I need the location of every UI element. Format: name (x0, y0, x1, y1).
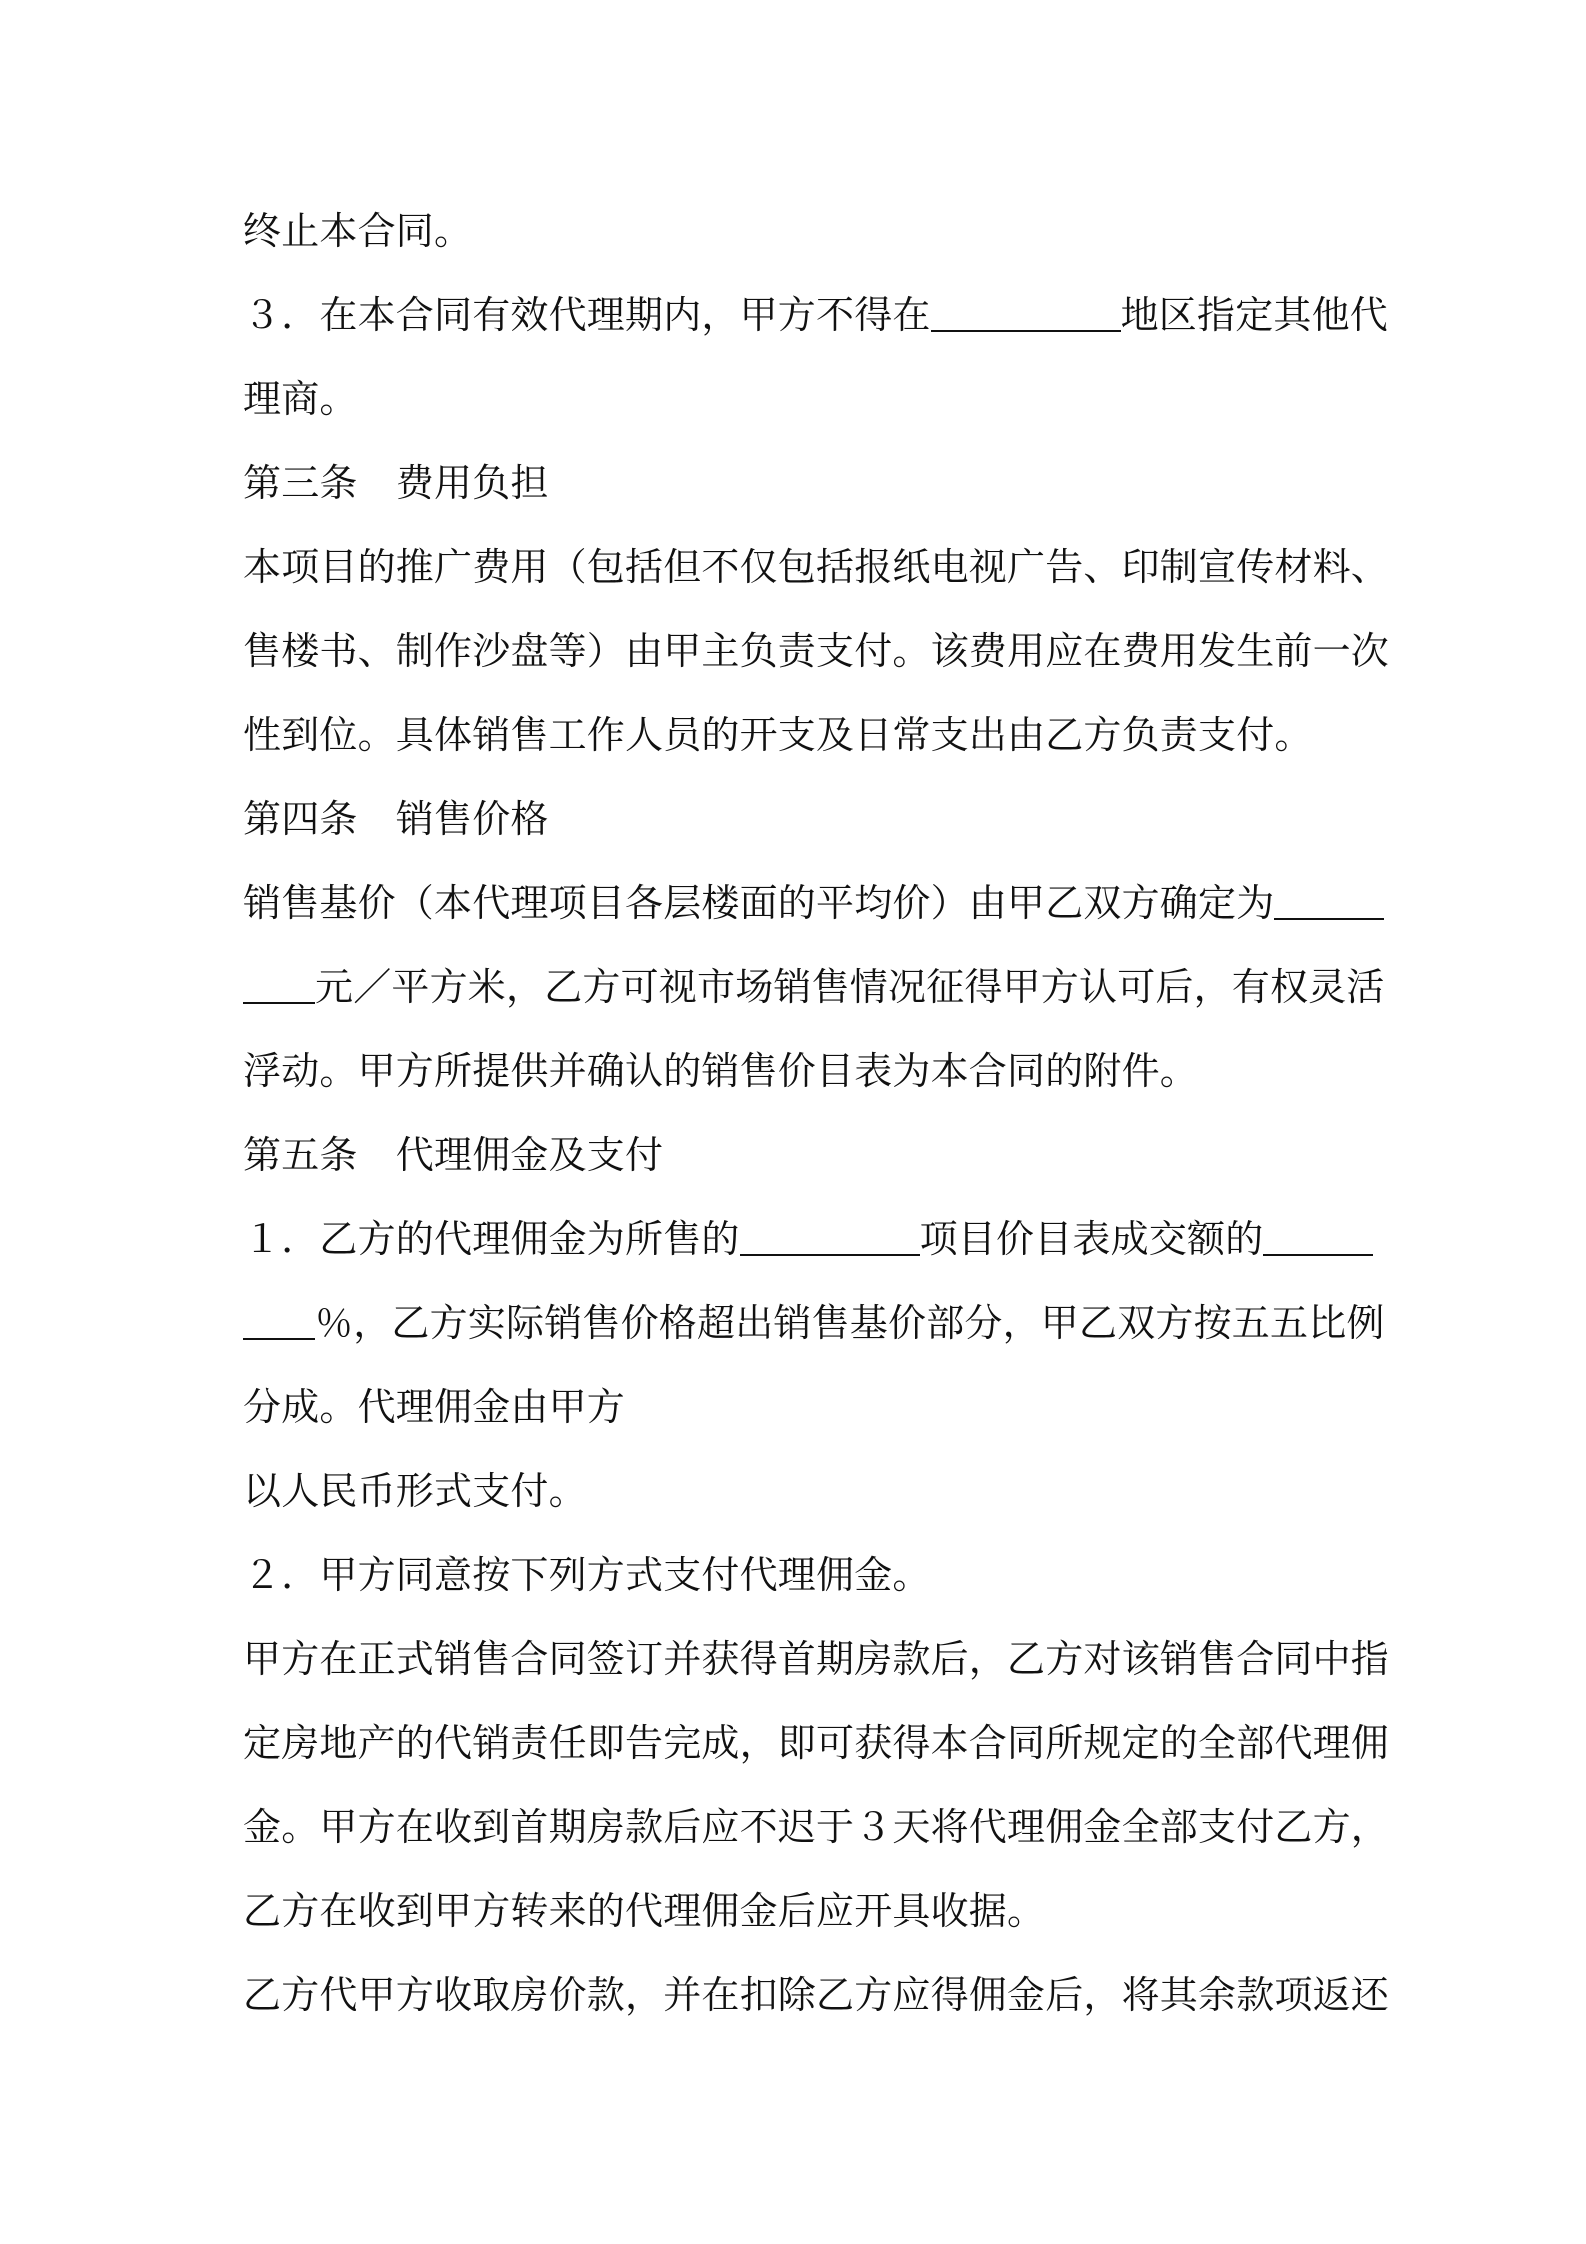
text-line (243, 616, 1390, 700)
text-line (243, 1456, 1358, 1540)
fill-in-blank (243, 1296, 315, 1340)
text-line (243, 1792, 1390, 1876)
line-text: 终止本合同。 (243, 209, 473, 253)
text-line (243, 1960, 1390, 2044)
line-text: 乙方代甲方收取房价款，并在扣除乙方应得佣金后，将其余款项返还 (243, 1973, 1390, 2017)
heading-text: 第三条 费用负担 (243, 461, 549, 505)
text-line (243, 1288, 1385, 1372)
heading-text: 第五条 代理佣金及支付 (243, 1133, 664, 1177)
text-line (243, 700, 1358, 784)
fill-in-blank (1263, 1212, 1373, 1256)
line-text: １．乙方的代理佣金为所售的 (243, 1217, 740, 1261)
line-text: 售楼书、制作沙盘等）由甲主负责支付。该费用应在费用发生前一次 (243, 629, 1390, 673)
text-line (243, 952, 1385, 1036)
line-text: 分成。代理佣金由甲方 (243, 1385, 626, 1429)
text-line (243, 1204, 1358, 1288)
section-heading (243, 1120, 1358, 1204)
text-line (243, 1876, 1358, 1960)
line-text: 定房地产的代销责任即告完成，即可获得本合同所规定的全部代理佣 (243, 1721, 1390, 1765)
line-text: 性到位。具体销售工作人员的开支及日常支出由乙方负责支付。 (243, 713, 1313, 757)
line-text: 浮动。甲方所提供并确认的销售价目表为本合同的附件。 (243, 1049, 1199, 1093)
heading-text: 第四条 销售价格 (243, 797, 549, 841)
fill-in-blank (243, 960, 315, 1004)
text-line (243, 364, 1358, 448)
fill-in-blank (931, 288, 1121, 332)
line-text: 项目价目表成交额的 (919, 1217, 1264, 1261)
line-text: 金。甲方在收到首期房款后应不迟于３天将代理佣金全部支付乙方， (243, 1805, 1390, 1849)
fill-in-blank (740, 1212, 920, 1256)
text-line (243, 1540, 1358, 1624)
text-line (243, 1372, 1358, 1456)
line-text: 以人民币形式支付。 (243, 1469, 587, 1513)
contract-body (243, 196, 1390, 2044)
line-text: 乙方在收到甲方转来的代理佣金后应开具收据。 (243, 1889, 1046, 1933)
text-line (243, 1708, 1390, 1792)
text-line (243, 532, 1390, 616)
line-text: ３．在本合同有效代理期内，甲方不得在 (243, 293, 931, 337)
line-text: ％，乙方实际销售价格超出销售基价部分，甲乙双方按五五比例 (315, 1301, 1385, 1345)
text-line (243, 1624, 1390, 1708)
section-heading (243, 784, 1358, 868)
text-line (243, 868, 1358, 952)
text-line (243, 1036, 1358, 1120)
line-text: 元／平方米，乙方可视市场销售情况征得甲方认可后，有权灵活 (315, 965, 1385, 1009)
line-text: 理商。 (243, 377, 358, 421)
line-text: 本项目的推广费用（包括但不仅包括报纸电视广告、印制宣传材料、 (243, 545, 1390, 589)
section-heading (243, 448, 1358, 532)
line-text: ２．甲方同意按下列方式支付代理佣金。 (243, 1553, 931, 1597)
line-text: 甲方在正式销售合同签订并获得首期房款后，乙方对该销售合同中指 (243, 1637, 1390, 1681)
fill-in-blank (1274, 876, 1384, 920)
text-line (243, 196, 1358, 280)
line-text: 销售基价（本代理项目各层楼面的平均价）由甲乙双方确定为 (243, 881, 1275, 925)
text-line (243, 280, 1389, 364)
line-text: 地区指定其他代 (1120, 293, 1389, 337)
